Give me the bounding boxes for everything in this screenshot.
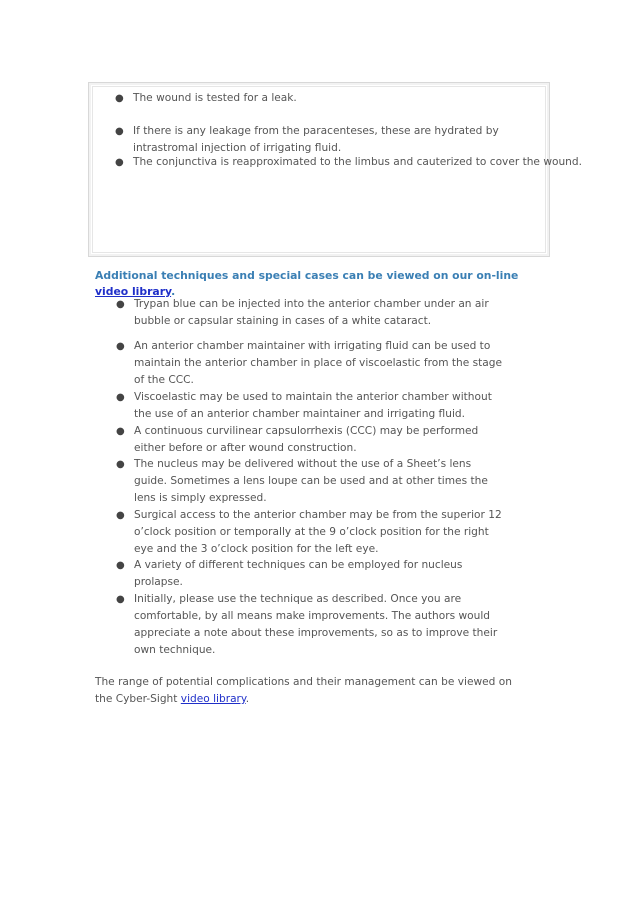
bullet-icon: ● [116, 459, 125, 470]
box-item-1-line-0: If there is any leakage from the paracenteses, these are hydrated by [133, 125, 499, 137]
heading-line-1: Additional techniques and special cases can be viewed on our on-line [95, 269, 519, 282]
closing-line-2 [95, 691, 495, 708]
list-item-line: o’clock position or temporally at the 9 o’clock position for the right [134, 526, 489, 538]
bullet-icon: ● [116, 510, 125, 521]
closing-paragraph [95, 674, 512, 708]
list-item-line: bubble or capsular staining in cases of a white cataract. [134, 315, 432, 327]
list-item-line: Trypan blue can be injected into the anterior chamber under an air [134, 298, 489, 310]
list-item-line: Viscoelastic may be used to maintain the anterior chamber without [134, 391, 492, 403]
box-item-1-line-1: intrastromal injection of irrigating fluid. [133, 142, 342, 154]
list-item-line: eye and the 3 o’clock position for the left eye. [134, 543, 379, 555]
list-item-line: guide. Sometimes a lens loupe can be used and at other times the [134, 475, 488, 487]
bullet-icon: ● [116, 560, 125, 571]
list-item [116, 591, 498, 659]
bullet-icon: ● [115, 157, 124, 168]
list-item [116, 296, 489, 330]
closing-prefix: the Cyber-Sight [95, 693, 181, 705]
bullet-icon: ● [115, 93, 124, 104]
box-item-0-line-0: The wound is tested for a leak. [133, 92, 297, 104]
list-item-line: prolapse. [134, 576, 183, 588]
list-item [116, 389, 492, 423]
list-item-line: A continuous curvilinear capsulorrhexis (CCC) may be performed [134, 425, 479, 437]
video-library-link[interactable]: video library [95, 285, 172, 298]
list-item-line: A variety of different techniques can be employed for nucleus [134, 559, 463, 571]
list-item-line: Initially, please use the technique as described. Once you are [134, 593, 462, 605]
box-item-2 [115, 154, 582, 171]
heading-period: . [171, 285, 176, 298]
bullet-icon: ● [116, 299, 125, 310]
list-item-line: of the CCC. [134, 374, 194, 386]
list-item [116, 423, 479, 457]
list-item [116, 456, 488, 507]
closing-line-1: The range of potential complications and their management can be viewed on [95, 676, 512, 688]
list-item [116, 338, 503, 389]
list-item [116, 507, 502, 558]
bullet-icon: ● [116, 426, 125, 437]
list-item-line: maintain the anterior chamber in place of viscoelastic from the stage [134, 357, 503, 369]
list-item [116, 557, 463, 591]
box-item-1 [115, 123, 499, 157]
list-item-line: either before or after wound construction. [134, 442, 357, 454]
list-item-line: The nucleus may be delivered without the use of a Sheet’s lens [134, 458, 472, 470]
bullet-icon: ● [116, 594, 125, 605]
list-item-line: the use of an anterior chamber maintainer and irrigating fluid. [134, 408, 465, 420]
bullet-icon: ● [116, 392, 125, 403]
list-item-line: comfortable, by all means make improvements. The authors would [134, 610, 490, 622]
list-item-line: An anterior chamber maintainer with irrigating fluid can be used to [134, 340, 491, 352]
closing-period: . [245, 693, 250, 705]
list-item-line: lens is simply expressed. [134, 492, 267, 504]
list-item-line: own technique. [134, 644, 216, 656]
bullet-icon: ● [116, 341, 125, 352]
video-library-link[interactable]: video library [180, 693, 246, 705]
box-item-2-line-0: The conjunctiva is reapproximated to the limbus and cauterized to cover the wound. [133, 156, 582, 168]
bullet-icon: ● [115, 126, 124, 137]
list-item-line: appreciate a note about these improvements, so as to improve their [134, 627, 498, 639]
box-item-0 [115, 90, 297, 107]
list-item-line: Surgical access to the anterior chamber may be from the superior 12 [134, 509, 502, 521]
